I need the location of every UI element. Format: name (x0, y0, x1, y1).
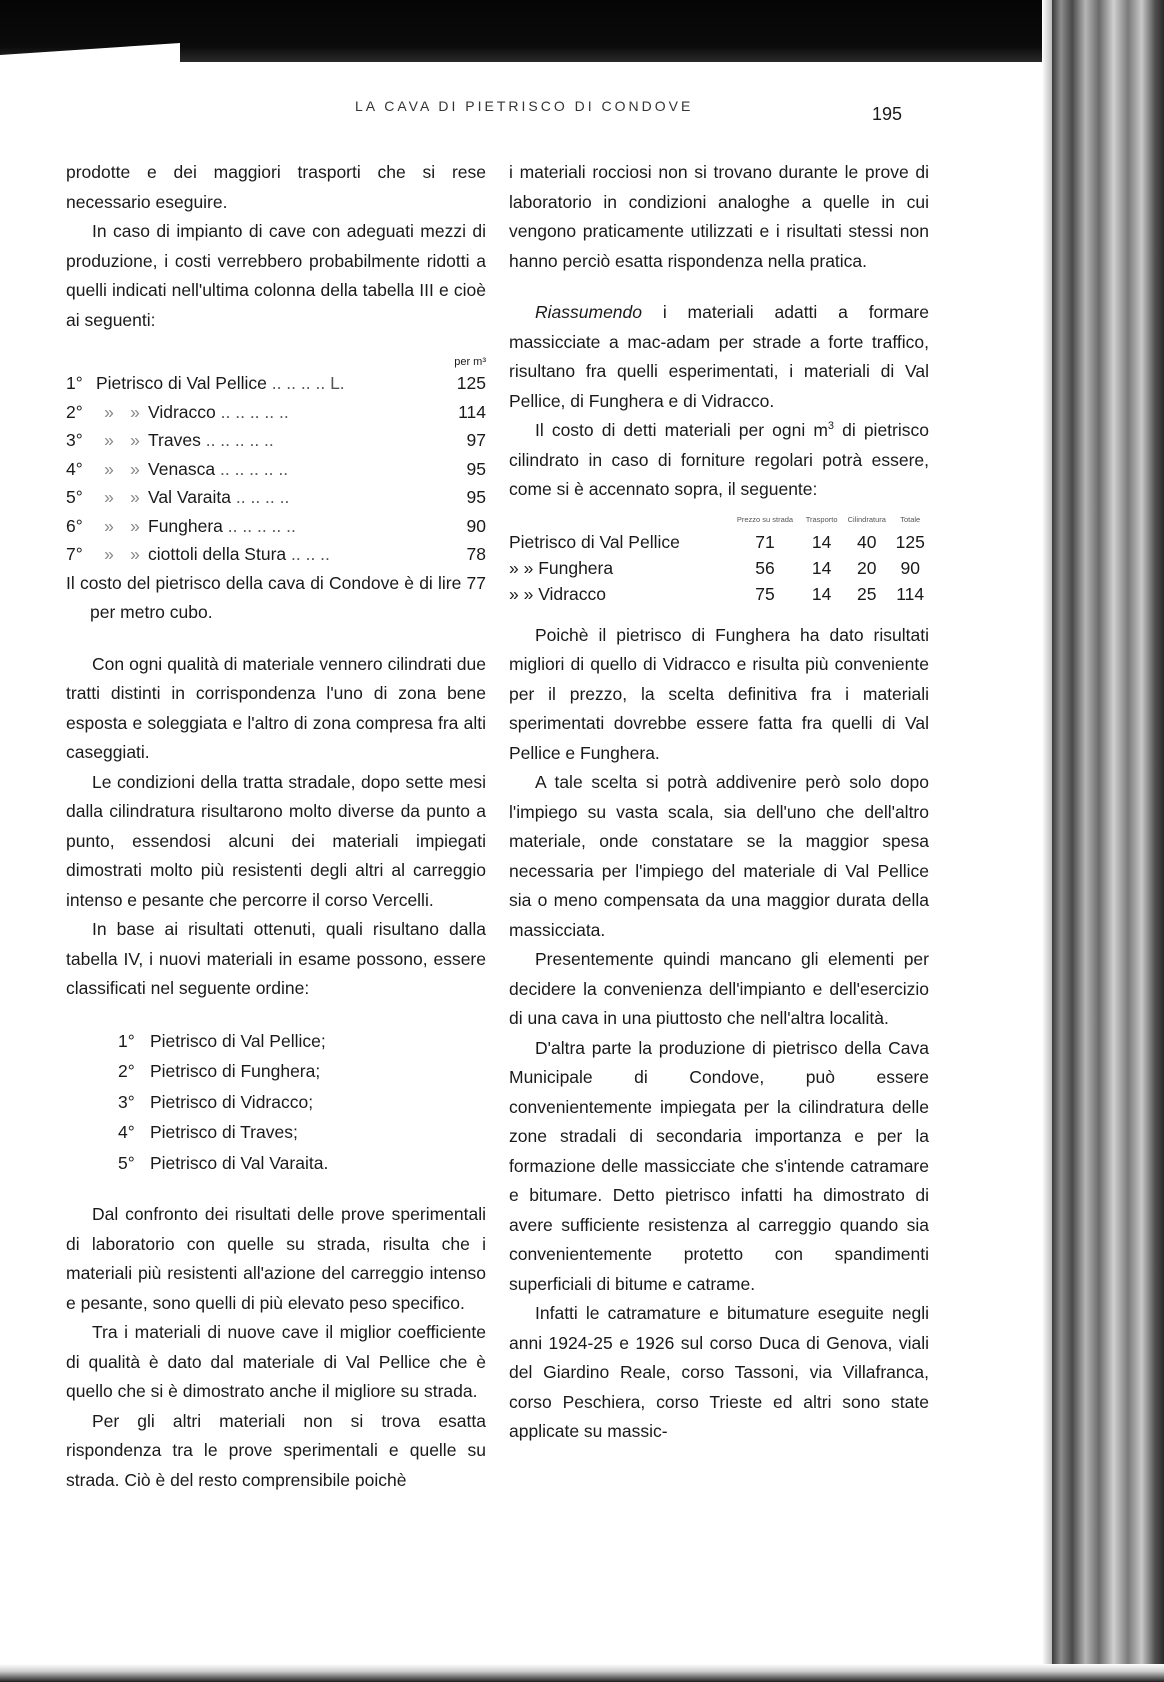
ditto-mark: » (104, 544, 114, 564)
paragraph: Presentemente quindi mancano gli elementi per decidere la convenienza dell'impianto e dell'esercizio di una cava in una piuttosto che nell'altra località. (509, 949, 929, 1028)
paragraph: Il costo di detti materiali per ogni $m^3$ di pietrisco cilindrato in caso di forniture regolari potrà essere, come si è accennato sopra, il seguente: (509, 420, 929, 499)
paragraph: Le condizioni della tratta stradale, dopo sette mesi dalla cilindratura risultarono molto diverse da punto a punto, essendosi alcuni dei materiali impiegati dimostrati molto più resistenti degli altri al carreggio intenso e pesante che percorre il corso Vercelli. (66, 771, 486, 910)
ditto-mark: » (130, 487, 140, 507)
table-row (509, 581, 929, 607)
ranking-item: 2° Pietrisco di Funghera; (118, 1056, 486, 1087)
cost-table (509, 515, 929, 607)
leader-dots: .. .. .. (286, 544, 330, 564)
paragraph: Infatti le catramature e bitumature eseguite negli anni 1924-25 e 1926 sul corso Duca di Genova, viali del Giardino Reale, corso Tassoni, via Villafranca, corso Peschiera, corso Trieste ed altri sono state applicate su massic- (509, 1303, 929, 1441)
cell: 14 (811, 531, 832, 552)
ranking-item: 1° Pietrisco di Val Pellice; (118, 1026, 486, 1057)
ditto-mark: » (130, 544, 140, 564)
cell: 56 (755, 557, 775, 578)
superscript: 3 (827, 420, 835, 433)
quarry-cell: » » Funghera (509, 557, 614, 578)
ditto-mark: » (104, 515, 114, 536)
material-name: Pietrisco di Val Pellice .. .. .. .. L. (96, 373, 345, 393)
cell: 25 (857, 583, 877, 604)
column-header (509, 515, 729, 529)
column-header: Totale (900, 514, 921, 524)
quarry-cell: Pietrisco di Val Pellice (509, 531, 680, 552)
price-list (66, 369, 486, 569)
paragraph: Il costo del pietrisco della cava di Condove è di lire 77 per metro cubo. (66, 572, 486, 622)
table-row (509, 529, 929, 555)
paragraph: i materiali rocciosi non si trovano durante le prove di laboratorio in condizioni analoghe a quelle in cui vengono praticamente utilizzati e i risultati stessi non hanno perciò esatta rispondenza nella pratica. (509, 162, 929, 271)
rank: 1° (118, 1030, 135, 1051)
column-header: Cilindratura (847, 514, 886, 524)
price-list-row (66, 455, 486, 484)
paragraph: In caso di impianto di cave con adeguati mezzi di produzione, i costi verrebbero probabilmente ridotti a quelli indicati nell'ultima colonna della tabella III e cioè ai seguenti: (66, 221, 486, 330)
paragraph: In base ai risultati ottenuti, quali risultano dalla tabella IV, i nuovi materiali in esame possono, essere classificati nel seguente ordine: (66, 919, 486, 998)
cell: 114 (896, 583, 925, 604)
ranking-list (118, 1026, 486, 1179)
paragraph: Poichè il pietrisco di Funghera ha dato risultati migliori di quello di Vidracco e risulta più conveniente per il prezzo, la scelta definitiva fra i materiali sperimentati dovrebbe essere fatta fra quelli di Val Pellice e Funghera. (509, 624, 929, 763)
table-header-row (509, 515, 929, 529)
paragraph: A tale scelta si potrà addivenire però solo dopo l'impiego su vasta scala, sia dell'uno che dell'altro materiale, onde constatare se la maggior spesa necessaria per l'impiego del materiale di Val Pellice sia o meno compensata da una maggior durata della massicciata. (509, 772, 929, 940)
rank: 6° (66, 515, 83, 536)
left-column (66, 158, 486, 1495)
ditto-mark: » (130, 515, 140, 536)
column-header: Trasporto (805, 514, 838, 524)
leader-dots: .. .. .. .. .. (215, 458, 289, 479)
material-name: ciottoli della Stura .. .. .. (148, 544, 330, 564)
ditto-mark: » (104, 487, 114, 507)
rank: 4° (118, 1122, 135, 1142)
cell: 71 (755, 531, 775, 552)
price-list-row (66, 512, 486, 541)
table-row (509, 555, 929, 581)
material-name: Funghera .. .. .. .. .. (148, 515, 296, 536)
cell: 40 (857, 531, 877, 552)
column-header: Prezzo su strada (736, 514, 794, 524)
leader-dots: .. .. .. .. .. (222, 515, 296, 536)
italic-lead: Riassumendo (535, 302, 642, 322)
rank: 2° (118, 1061, 135, 1081)
leader-dots: .. .. .. .. .. (215, 401, 289, 422)
ranking-item: 5° Pietrisco di Val Varaita. (118, 1148, 486, 1179)
ditto-mark: » (130, 401, 140, 422)
leader-dots: .. .. .. .. .. (200, 430, 274, 450)
scan-bottom-border (0, 1664, 1164, 1682)
ditto-mark: » (130, 430, 140, 450)
rank: 3° (66, 430, 83, 450)
ditto-mark: » (104, 430, 114, 450)
scan-right-edge-shadow (1042, 0, 1052, 1682)
scan-right-border (1052, 0, 1164, 1682)
price: 114 (458, 401, 486, 422)
price-list-row (66, 426, 486, 455)
leader-dots: .. .. .. .. L. (266, 373, 345, 393)
price: 78 (466, 544, 486, 564)
running-title: LA CAVA DI PIETRISCO DI CONDOVE (355, 98, 694, 114)
rank: 3° (118, 1091, 135, 1112)
paragraph: Per gli altri materiali non si trova esatta rispondenza tra le prove sperimentali e quelle su strada. Ciò è del resto comprensibile poichè (66, 1410, 486, 1490)
cell: 20 (857, 557, 877, 578)
price: 97 (466, 430, 486, 450)
price: 125 (456, 373, 486, 393)
material-name: Traves .. .. .. .. .. (148, 430, 274, 450)
leader-dots: .. .. .. .. (231, 487, 290, 507)
rank: 4° (66, 458, 83, 479)
price-list-row (66, 398, 486, 427)
material-name: Val Varaita .. .. .. .. (148, 487, 290, 507)
cell: 125 (895, 531, 925, 552)
ditto-mark: » (104, 401, 114, 422)
price-list-row (66, 483, 486, 512)
price-list-row (66, 540, 486, 569)
ranking-item: 4° Pietrisco di Traves; (118, 1117, 486, 1148)
rank: 1° (66, 373, 83, 393)
paragraph: Dal confronto dei risultati delle prove sperimentali di laboratorio con quelle su strada, risulta che i materiali più resistenti all'azione del carreggio intenso e pesante, sono quelli di più elevato peso specifico. (66, 1204, 486, 1313)
rank: 5° (66, 487, 83, 507)
page-number: 195 (872, 104, 903, 124)
rank: 5° (118, 1152, 135, 1173)
paragraph: Tra i materiali di nuove cave il miglior coefficiente di qualità è dato dal materiale di Val Pellice che è quello che si è dimostrato anche il migliore su strada. (66, 1322, 486, 1401)
ditto-mark: » (104, 458, 114, 479)
cell: 14 (811, 557, 832, 578)
cell: 14 (811, 583, 832, 604)
cell: 75 (755, 583, 775, 604)
paragraph: D'altra parte la produzione di pietrisco della Cava Municipale di Condove, può essere convenientemente impiegata per la cilindratura delle zone stradali di secondaria importanza e per la formazione delle massicciate che s'intende catramare e bitumare. Detto pietrisco infatti ha dimostrato di avere sufficiente resistenza al carreggio quando sia convenientemente protetto con spandimenti superficiali di bitume e catrame. (509, 1037, 929, 1294)
rank: 7° (66, 544, 83, 564)
ditto-mark: » (130, 458, 140, 479)
paragraph: Con ogni qualità di materiale vennero cilindrati due tratti distinti in corrispondenza l'uno di zona bene esposta e soleggiata e l'altro di zona compresa fra alti caseggiati. (66, 653, 486, 762)
unit-label: per m³ (454, 356, 486, 368)
price: 95 (466, 458, 486, 479)
price: 90 (466, 515, 486, 536)
quarry-cell: » » Vidracco (509, 583, 606, 604)
material-name: Venasca .. .. .. .. .. (148, 458, 289, 479)
ranking-item: 3° Pietrisco di Vidracco; (118, 1087, 486, 1118)
price-list-row (66, 369, 486, 398)
cell: 90 (900, 557, 920, 578)
right-column (509, 158, 929, 1447)
material-name: Vidracco .. .. .. .. .. (148, 401, 289, 422)
price: 95 (466, 487, 486, 507)
paragraph: Riassumendo i materiali adatti a formare massicciate a mac-adam per strade a forte traffico, risultano fra quelli esperimentati, i materiali di Val Pellice, di Funghera e di Vidracco. (509, 302, 929, 411)
paragraph: prodotte e dei maggiori trasporti che si rese necessario eseguire. (66, 162, 486, 212)
rank: 2° (66, 401, 83, 422)
